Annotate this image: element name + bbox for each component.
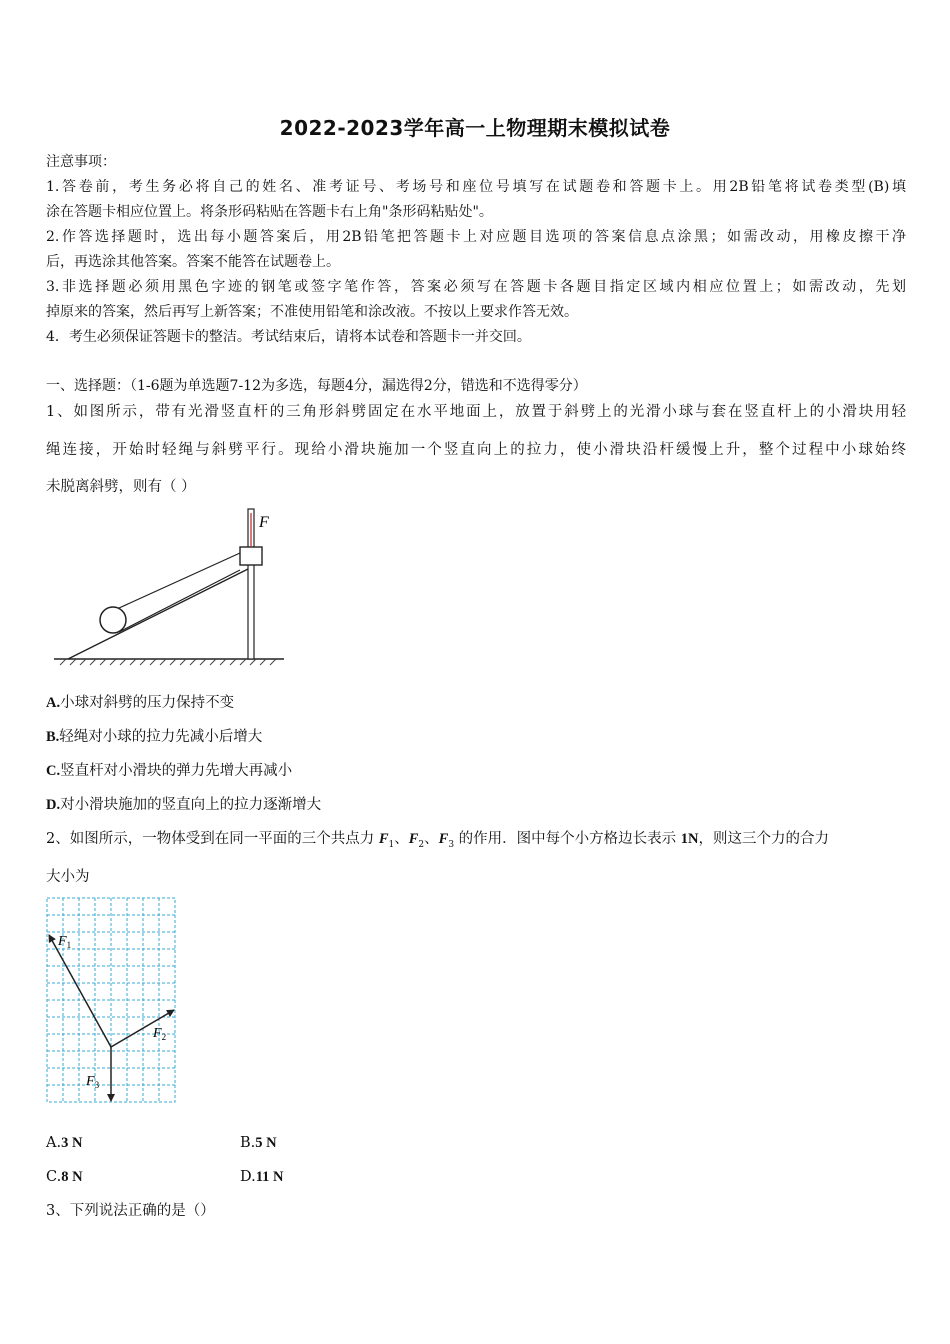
option-d[interactable] — [46, 795, 321, 815]
question-2-text — [46, 829, 906, 855]
q2-sep: 、 — [394, 831, 409, 847]
q2-text-part: 2、如图所示，一物体受到在同一平面的三个共点力 — [46, 831, 379, 847]
q2-f1: F — [378, 831, 389, 847]
f2-label: $F_2$ — [153, 1026, 167, 1042]
option-d[interactable] — [240, 1167, 284, 1187]
q2-f3-sub: 3 — [448, 839, 455, 850]
notice-line: 涂在答题卡相应位置上。将条形码粘贴在答题卡右上角"条形码粘贴处"。 — [46, 204, 493, 220]
q2-f1-sub: 1 — [388, 839, 395, 850]
question-1-text: 1、如图所示，带有光滑竖直杆的三角形斜劈固定在水平地面上，放置于斜劈上的光滑小球与套在竖直杆上的小滑块用轻 — [46, 404, 906, 420]
option-c[interactable] — [46, 1167, 83, 1187]
question-2-figure — [46, 897, 178, 1105]
option-letter: C. — [46, 763, 61, 779]
notice-line: 掉原来的答案，然后再写上新答案；不准使用铅笔和涂改液。不按以上要求作答无效。 — [46, 304, 578, 320]
notice-line: 2.作答选择题时，选出每小题答案后，用2B铅笔把答题卡上对应题目选项的答案信息点涂黑；如需改动，用橡皮擦干净 — [46, 229, 906, 245]
q2-sep: 、 — [424, 831, 439, 847]
option-a[interactable] — [46, 693, 234, 713]
option-letter: A. — [46, 695, 61, 711]
q2-text-part: ，则这三个力的合力 — [698, 831, 830, 847]
option-value: 3 N — [61, 1135, 83, 1151]
q2-f2-sub: 2 — [418, 839, 425, 850]
q2-f3: F — [438, 831, 449, 847]
option-value: 5 N — [255, 1135, 277, 1151]
option-letter: D. — [46, 797, 61, 813]
question-1-figure — [46, 505, 291, 670]
notice-line: 4．考生必须保证答题卡的整洁。考试结束后，请将本试卷和答题卡一并交回。 — [46, 329, 531, 345]
question-1-text: 未脱离斜劈，则有（ ） — [46, 479, 196, 495]
option-text: 对小滑块施加的竖直向上的拉力逐渐增大 — [60, 797, 322, 813]
f3-label: $F_3$ — [86, 1074, 100, 1090]
option-letter: B. — [46, 729, 60, 745]
option-b[interactable] — [46, 727, 262, 747]
force-label-F: F — [259, 514, 269, 531]
notice-line: 后，再选涂其他答案。答案不能答在试题卷上。 — [46, 254, 340, 270]
f1-label: $F_1$ — [58, 934, 72, 950]
option-text: 竖直杆对小滑块的弹力先增大再减小 — [60, 763, 293, 779]
q2-text-part: 的作用．图中每个小方格边长表示 — [454, 831, 681, 847]
option-letter: D. — [240, 1169, 256, 1185]
option-a[interactable] — [46, 1133, 82, 1153]
option-letter: B. — [240, 1135, 256, 1151]
option-value: 11 N — [255, 1169, 284, 1185]
question-3-text: 3、下列说法正确的是（） — [46, 1203, 215, 1219]
question-2-text: 大小为 — [46, 869, 90, 885]
option-b[interactable] — [240, 1133, 277, 1153]
option-letter: C. — [46, 1169, 62, 1185]
section-heading: 一、选择题：（1-6题为单选题7-12为多选，每题4分，漏选得2分，错选和不选得零分） — [46, 378, 587, 394]
q2-f2: F — [408, 831, 419, 847]
option-c[interactable] — [46, 761, 292, 781]
option-letter: A. — [46, 1135, 62, 1151]
exam-title: 2022-2023学年高一上物理期末模拟试卷 — [279, 116, 671, 140]
question-1-text: 绳连接，开始时轻绳与斜劈平行。现给小滑块施加一个竖直向上的拉力，使小滑块沿杆缓慢上升，整个过程中小球始终 — [46, 442, 906, 458]
q2-unit: 1N — [680, 831, 699, 847]
notice-line: 1.答卷前，考生务必将自己的姓名、准考证号、考场号和座位号填写在试题卷和答题卡上。用2B铅笔将试卷类型(B)填 — [46, 179, 906, 195]
option-text: 轻绳对小球的拉力先减小后增大 — [59, 729, 263, 745]
notice-line: 3.非选择题必须用黑色字迹的钢笔或签字笔作答，答案必须写在答题卡各题目指定区域内相应位置上；如需改动，先划 — [46, 279, 906, 295]
notice-heading: 注意事项： — [46, 154, 116, 170]
option-value: 8 N — [61, 1169, 83, 1185]
option-text: 小球对斜劈的压力保持不变 — [60, 695, 235, 711]
